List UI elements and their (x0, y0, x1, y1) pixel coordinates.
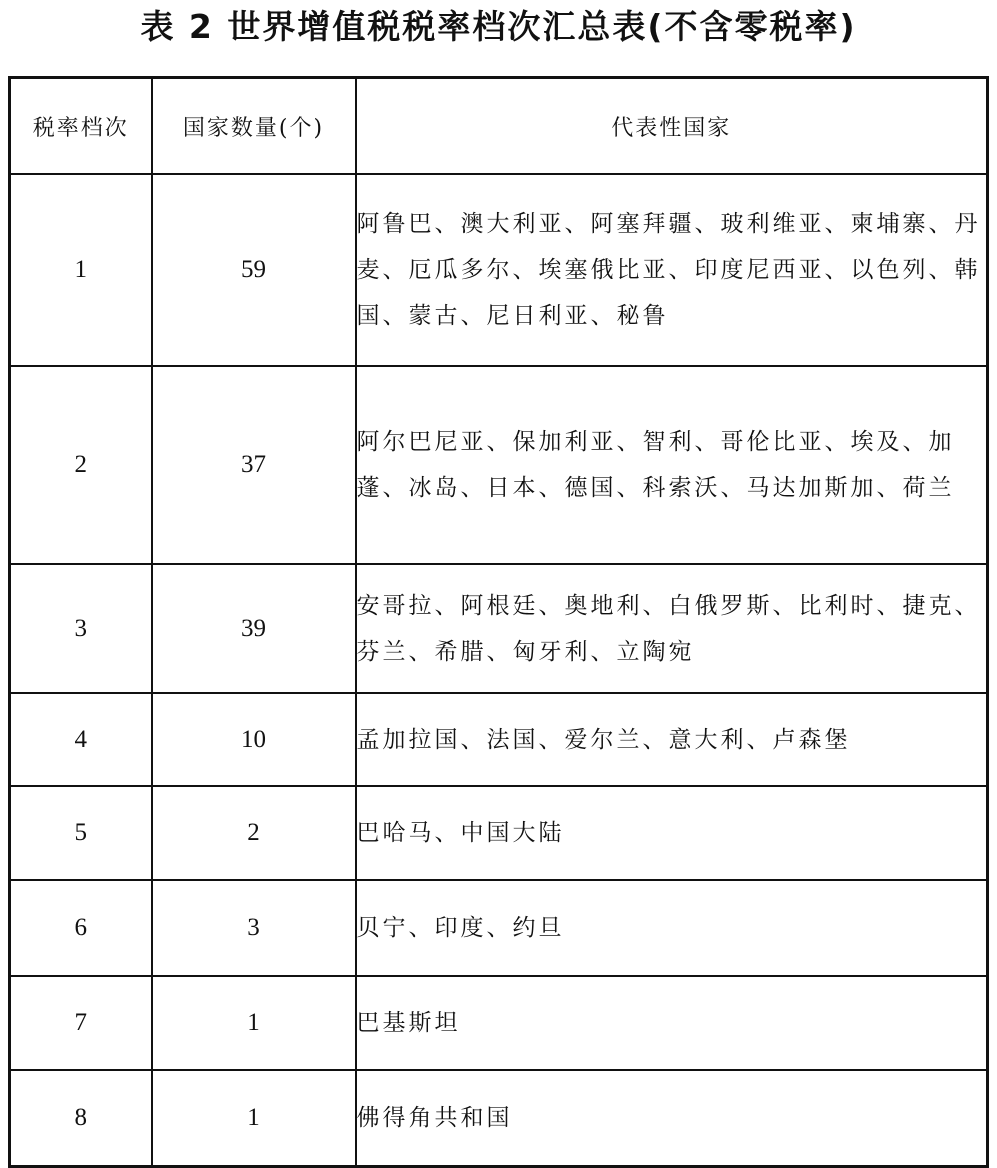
header-representative-countries: 代表性国家 (356, 78, 988, 175)
country-count-cell: 1 (152, 1070, 356, 1167)
rate-tier-cell: 4 (10, 693, 152, 786)
country-count-cell: 2 (152, 786, 356, 880)
rate-tier-cell: 6 (10, 880, 152, 976)
table-row (10, 880, 988, 976)
countries-cell: 佛得角共和国 (356, 1070, 988, 1167)
country-count-cell: 59 (152, 174, 356, 366)
rate-tier-cell: 5 (10, 786, 152, 880)
rate-tier-cell: 8 (10, 1070, 152, 1167)
countries-cell: 阿尔巴尼亚、保加利亚、智利、哥伦比亚、埃及、加蓬、冰岛、日本、德国、科索沃、马达加斯加、荷兰 (356, 366, 988, 564)
header-country-count: 国家数量(个) (152, 78, 356, 175)
countries-cell: 安哥拉、阿根廷、奥地利、白俄罗斯、比利时、捷克、芬兰、希腊、匈牙利、立陶宛 (356, 564, 988, 693)
country-count-cell: 1 (152, 976, 356, 1070)
table-row (10, 564, 988, 693)
countries-cell: 孟加拉国、法国、爱尔兰、意大利、卢森堡 (356, 693, 988, 786)
rate-tier-cell: 7 (10, 976, 152, 1070)
header-rate-tier: 税率档次 (10, 78, 152, 175)
table-row (10, 976, 988, 1070)
countries-cell: 巴哈马、中国大陆 (356, 786, 988, 880)
rate-tier-cell: 2 (10, 366, 152, 564)
countries-cell: 阿鲁巴、澳大利亚、阿塞拜疆、玻利维亚、柬埔寨、丹麦、厄瓜多尔、埃塞俄比亚、印度尼西亚、以色列、韩国、蒙古、尼日利亚、秘鲁 (356, 174, 988, 366)
header-row (10, 78, 988, 175)
table-title: 表 2 世界增值税税率档次汇总表(不含零税率) (140, 7, 857, 46)
table-row (10, 174, 988, 366)
table-row (10, 366, 988, 564)
table-row (10, 1070, 988, 1167)
rate-tier-cell: 1 (10, 174, 152, 366)
countries-cell: 贝宁、印度、约旦 (356, 880, 988, 976)
table-row (10, 693, 988, 786)
country-count-cell: 3 (152, 880, 356, 976)
countries-cell: 巴基斯坦 (356, 976, 988, 1070)
rate-tier-cell: 3 (10, 564, 152, 693)
country-count-cell: 39 (152, 564, 356, 693)
table-row (10, 786, 988, 880)
vat-rate-table (8, 76, 989, 1168)
country-count-cell: 10 (152, 693, 356, 786)
country-count-cell: 37 (152, 366, 356, 564)
